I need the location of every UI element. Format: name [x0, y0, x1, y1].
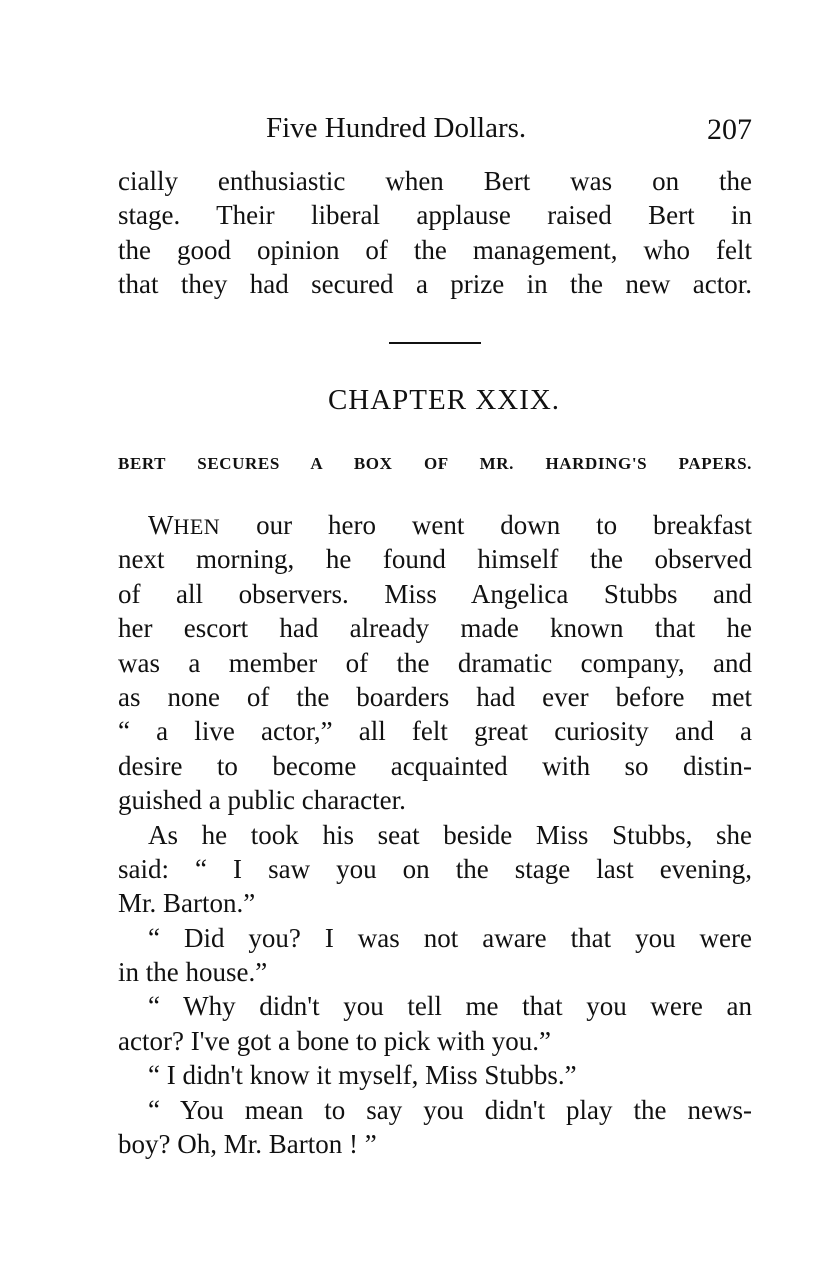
- page-number: 207: [707, 113, 752, 146]
- text-line: boy? Oh, Mr. Barton ! ”: [118, 1129, 377, 1160]
- text-line: “ a live actor,” all felt great curiosity and a: [118, 716, 752, 747]
- text-line-opening: [118, 508, 752, 542]
- text-line: that they had secured a prize in the new actor.: [118, 269, 752, 300]
- text-line: the good opinion of the management, who felt: [118, 234, 752, 265]
- running-head: [118, 108, 752, 148]
- text-line: in the house.”: [118, 957, 268, 988]
- text-line: as none of the boarders had ever before met: [118, 681, 752, 712]
- text-line: desire to become acquainted with so distin-: [118, 750, 752, 781]
- drop-cap-letter: W: [148, 510, 174, 540]
- chapter-subtitle: BERT SECURES A BOX OF MR. HARDING'S PAPERS.: [118, 454, 752, 473]
- section-divider: [389, 342, 481, 344]
- text-line: Mr. Barton.”: [118, 888, 256, 919]
- chapter-heading: CHAPTER XXIX.: [327, 384, 561, 416]
- text-line: of all observers. Miss Angelica Stubbs and: [118, 578, 752, 609]
- text-line: “ Why didn't you tell me that you were an: [148, 991, 752, 1022]
- text-line: was a member of the dramatic company, and: [118, 647, 752, 678]
- text-line: her escort had already made known that he: [118, 613, 752, 644]
- chapter-body: [118, 508, 752, 1161]
- text-line: stage. Their liberal applause raised Bert in: [118, 200, 752, 231]
- text-line: cially enthusiastic when Bert was on the: [118, 166, 752, 196]
- text-line: said: “ I saw you on the stage last evening,: [118, 853, 752, 884]
- running-title: Five Hundred Dollars.: [266, 112, 527, 144]
- text-line: actor? I've got a bone to pick with you.”: [118, 1025, 551, 1056]
- text-line: next morning, he found himself the observed: [118, 544, 752, 575]
- opening-paragraph: [118, 164, 752, 302]
- text-line: “ I didn't know it myself, Miss Stubbs.”: [148, 1060, 577, 1091]
- text-line: As he took his seat beside Miss Stubbs, she: [148, 819, 752, 850]
- text-line: “ Did you? I was not aware that you were: [148, 922, 752, 953]
- text-line: guished a public character.: [118, 785, 406, 816]
- text-line: “ You mean to say you didn't play the news-: [148, 1094, 752, 1125]
- first-line-rest: our hero went down to breakfast: [220, 510, 752, 540]
- small-caps-word: HEN: [173, 514, 221, 539]
